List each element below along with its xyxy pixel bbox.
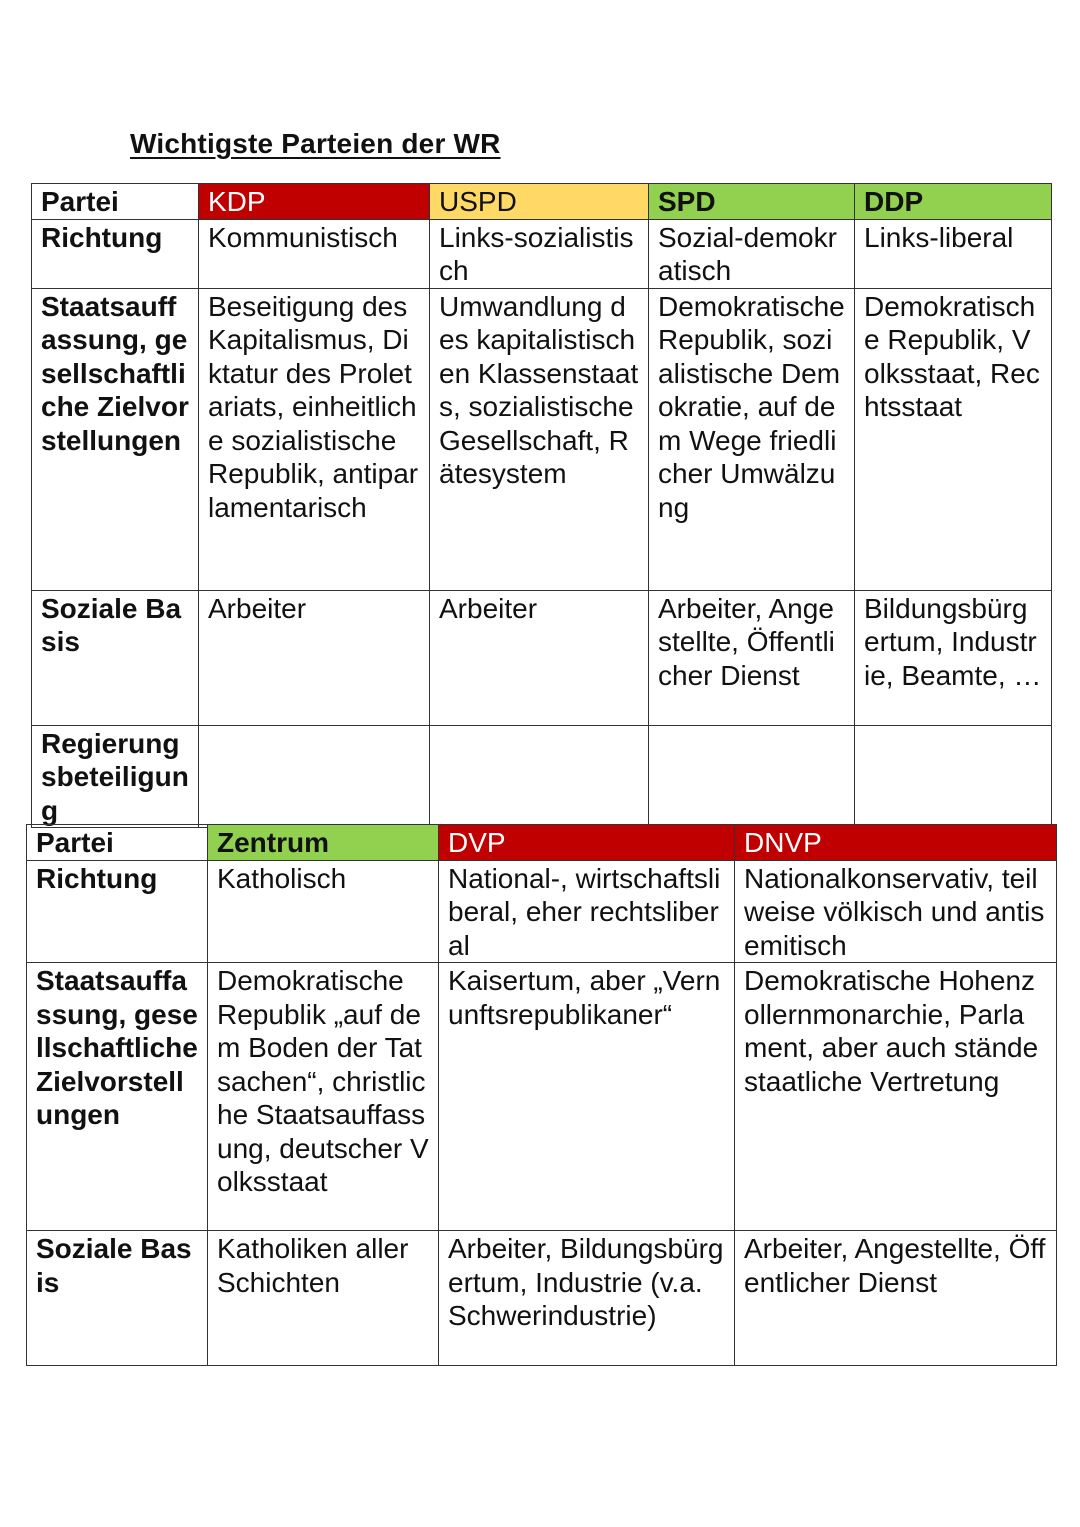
row-header-soziale-basis: Soziale Basis <box>32 590 199 725</box>
party-name-dvp: DVP <box>439 825 735 861</box>
row-header-regierungsbeteiligung: Regierungsbeteiligung <box>32 725 199 828</box>
cell-dvp-richtung: National-, wirtschaftsliberal, eher rechtsliberal <box>439 860 735 963</box>
party-name-zentrum: Zentrum <box>208 825 439 861</box>
cell-dnvp-staatsauffassung: Demokratische Hohenzollernmonarchie, Parlament, aber auch ständestaatliche Vertretung <box>735 963 1057 1231</box>
cell-spd-regierung <box>649 725 855 828</box>
cell-kdp-staatsauffassung: Beseitigung des Kapitalismus, Diktatur des Proletariats, einheitliche sozialistische Republik, antiparlamentarisch <box>199 288 430 590</box>
cell-uspd-staatsauffassung: Umwandlung des kapitalistischen Klassenstaats, sozialistische Gesellschaft, Rätesystem <box>430 288 649 590</box>
cell-uspd-regierung <box>430 725 649 828</box>
cell-dnvp-soziale-basis: Arbeiter, Angestellte, Öffentlicher Dienst <box>735 1231 1057 1366</box>
row-header-partei: Partei <box>32 184 199 220</box>
cell-dnvp-richtung: Nationalkonservativ, teilweise völkisch und antisemitisch <box>735 860 1057 963</box>
row-header-soziale-basis: Soziale Basis <box>27 1231 208 1366</box>
cell-spd-staatsauffassung: Demokratische Republik, sozialistische Demokratie, auf dem Wege friedlicher Umwälzung <box>649 288 855 590</box>
cell-zentrum-soziale-basis: Katholiken aller Schichten <box>208 1231 439 1366</box>
row-header-staatsauffassung: Staatsauffassung, gesellschaftliche Zielvorstellungen <box>32 288 199 590</box>
parties-table-2 <box>26 824 1057 1366</box>
cell-kdp-soziale-basis: Arbeiter <box>199 590 430 725</box>
cell-dvp-staatsauffassung: Kaisertum, aber „Vernunftsrepublikaner“ <box>439 963 735 1231</box>
cell-kdp-regierung <box>199 725 430 828</box>
table-row-staatsauffassung <box>27 963 1057 1231</box>
table-row-soziale-basis <box>32 590 1052 725</box>
table-row-richtung <box>32 219 1052 288</box>
page-title: Wichtigste Parteien der WR <box>130 128 501 159</box>
cell-zentrum-richtung: Katholisch <box>208 860 439 963</box>
row-header-richtung: Richtung <box>32 219 199 288</box>
party-name-ddp: DDP <box>855 184 1052 220</box>
row-header-richtung: Richtung <box>27 860 208 963</box>
cell-ddp-regierung <box>855 725 1052 828</box>
row-header-staatsauffassung: Staatsauffassung, gesellschaftliche Zielvorstellungen <box>27 963 208 1231</box>
table-row-partei <box>27 825 1057 861</box>
table-row-richtung <box>27 860 1057 963</box>
cell-uspd-soziale-basis: Arbeiter <box>430 590 649 725</box>
table-row-soziale-basis <box>27 1231 1057 1366</box>
cell-spd-soziale-basis: Arbeiter, Angestellte, Öffentlicher Dienst <box>649 590 855 725</box>
cell-uspd-richtung: Links-sozialistisch <box>430 219 649 288</box>
party-name-uspd: USPD <box>430 184 649 220</box>
cell-kdp-richtung: Kommunistisch <box>199 219 430 288</box>
table-row-partei <box>32 184 1052 220</box>
party-name-kdp: KDP <box>199 184 430 220</box>
cell-ddp-staatsauffassung: Demokratische Republik, Volksstaat, Rechtsstaat <box>855 288 1052 590</box>
cell-spd-richtung: Sozial-demokratisch <box>649 219 855 288</box>
row-header-partei: Partei <box>27 825 208 861</box>
cell-zentrum-staatsauffassung: Demokratische Republik „auf dem Boden der Tatsachen“, christliche Staatsauffassung, deutscher Volksstaat <box>208 963 439 1231</box>
cell-ddp-richtung: Links-liberal <box>855 219 1052 288</box>
table-row-regierungsbeteiligung <box>32 725 1052 828</box>
party-name-dnvp: DNVP <box>735 825 1057 861</box>
parties-table-1 <box>31 183 1052 828</box>
party-name-spd: SPD <box>649 184 855 220</box>
cell-dvp-soziale-basis: Arbeiter, Bildungsbürgertum, Industrie (v.a. Schwerindustrie) <box>439 1231 735 1366</box>
table-row-staatsauffassung <box>32 288 1052 590</box>
cell-ddp-soziale-basis: Bildungsbürgertum, Industrie, Beamte, … <box>855 590 1052 725</box>
